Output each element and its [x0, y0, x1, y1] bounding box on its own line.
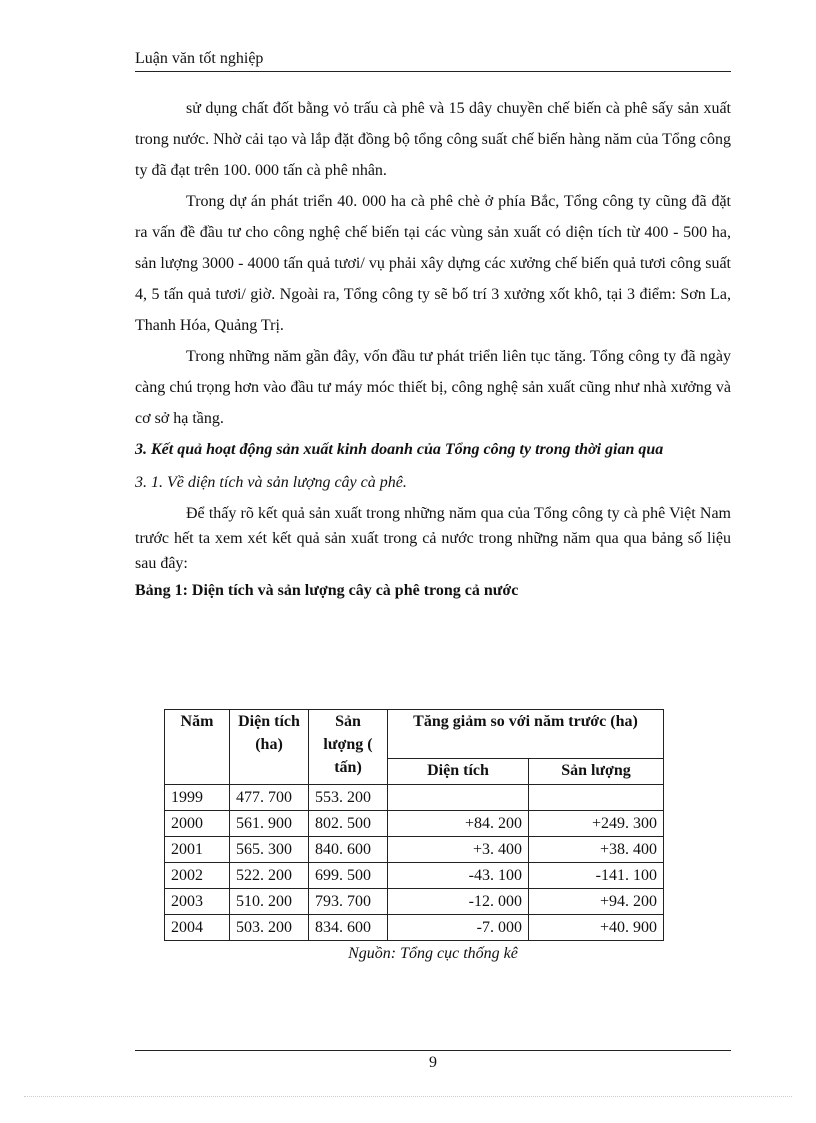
cell-change-area — [388, 785, 529, 811]
cell-output: 834. 600 — [309, 915, 388, 941]
cell-area: 510. 200 — [230, 889, 309, 915]
cell-change-area: -43. 100 — [388, 863, 529, 889]
footer-divider — [135, 1050, 731, 1051]
page-header: Luận văn tốt nghiệp — [135, 48, 731, 72]
cell-change-output: +38. 400 — [529, 837, 664, 863]
coffee-area-output-table — [164, 709, 664, 941]
cell-change-area: -7. 000 — [388, 915, 529, 941]
cell-area: 503. 200 — [230, 915, 309, 941]
cell-change-output: -141. 100 — [529, 863, 664, 889]
cell-area: 477. 700 — [230, 785, 309, 811]
cell-change-area: -12. 000 — [388, 889, 529, 915]
paragraph-project: Trong dự án phát triển 40. 000 ha cà phê chè ở phía Bắc, Tổng công ty cũng đã đặt ra vấn đề đầu tư cho công nghệ chế biến tại các vùng sản xuất có diện tích từ 400 - 500 ha, sản lượng 3000 - 4000 tấn quả tươi/ vụ phải xây dựng các xưởng chế biến quả tươi công suất 4, 5 tấn quả tươi/ giờ. Ngoài ra, Tổng công ty sẽ bố trí 3 xưởng xốt khô, tại 3 điểm: Sơn La, Thanh Hóa, Quảng Trị. — [135, 193, 731, 334]
cell-year: 2000 — [165, 811, 230, 837]
cell-year: 2002 — [165, 863, 230, 889]
cell-output: 699. 500 — [309, 863, 388, 889]
cell-output: 793. 700 — [309, 889, 388, 915]
table-row — [165, 889, 664, 915]
document-body — [135, 93, 731, 607]
section-3-1-heading: 3. 1. Về diện tích và sản lượng cây cà phê. — [135, 474, 407, 491]
header-change: Tăng giảm so với năm trước (ha) — [388, 710, 664, 759]
cell-change-area: +84. 200 — [388, 811, 529, 837]
table-row — [165, 785, 664, 811]
section-3-heading: 3. Kết quả hoạt động sản xuất kinh doanh của Tổng công ty trong thời gian qua — [135, 441, 664, 458]
page-bottom-dotted-line — [24, 1096, 792, 1097]
table-row — [165, 915, 664, 941]
cell-area: 522. 200 — [230, 863, 309, 889]
cell-year: 2001 — [165, 837, 230, 863]
paragraph-investment: Trong những năm gần đây, vốn đầu tư phát triển liên tục tăng. Tổng công ty đã ngày càng chú trọng hơn vào đầu tư máy móc thiết bị, công nghệ sản xuất cũng như nhà xưởng và cơ sở hạ tầng. — [135, 348, 731, 427]
table-caption: Bảng 1: Diện tích và sản lượng cây cà phê trong cả nước — [135, 582, 519, 599]
table-header-row — [165, 710, 664, 759]
header-change-area: Diện tích — [388, 759, 529, 785]
table-row — [165, 837, 664, 863]
table-source: Nguồn: Tổng cục thống kê — [348, 945, 518, 962]
cell-output: 802. 500 — [309, 811, 388, 837]
cell-area: 565. 300 — [230, 837, 309, 863]
cell-year: 2003 — [165, 889, 230, 915]
cell-change-area: +3. 400 — [388, 837, 529, 863]
cell-output: 553. 200 — [309, 785, 388, 811]
header-output: Sản lượng ( tấn) — [309, 710, 388, 785]
cell-change-output — [529, 785, 664, 811]
cell-change-output: +249. 300 — [529, 811, 664, 837]
cell-output: 840. 600 — [309, 837, 388, 863]
page-number: 9 — [429, 1054, 437, 1071]
paragraph-intro: Để thấy rõ kết quả sản xuất trong những năm qua của Tổng công ty cà phê Việt Nam trước hết ta xem xét kết quả sản xuất trong cả nước trong những năm qua qua bảng số liệu sau đây: — [135, 505, 731, 572]
table-row — [165, 811, 664, 837]
paragraph-continuation: sử dụng chất đốt bằng vỏ trấu cà phê và 15 dây chuyền chế biến cà phê sấy sản xuất trong nước. Nhờ cải tạo và lắp đặt đồng bộ tổng công suất chế biến hàng năm của Tổng công ty đã đạt trên 100. 000 tấn cà phê nhân. — [135, 100, 731, 179]
header-area: Diện tích (ha) — [230, 710, 309, 785]
table-row — [165, 863, 664, 889]
header-change-output: Sản lượng — [529, 759, 664, 785]
header-year: Năm — [165, 710, 230, 785]
cell-year: 2004 — [165, 915, 230, 941]
cell-change-output: +94. 200 — [529, 889, 664, 915]
cell-year: 1999 — [165, 785, 230, 811]
cell-area: 561. 900 — [230, 811, 309, 837]
cell-change-output: +40. 900 — [529, 915, 664, 941]
